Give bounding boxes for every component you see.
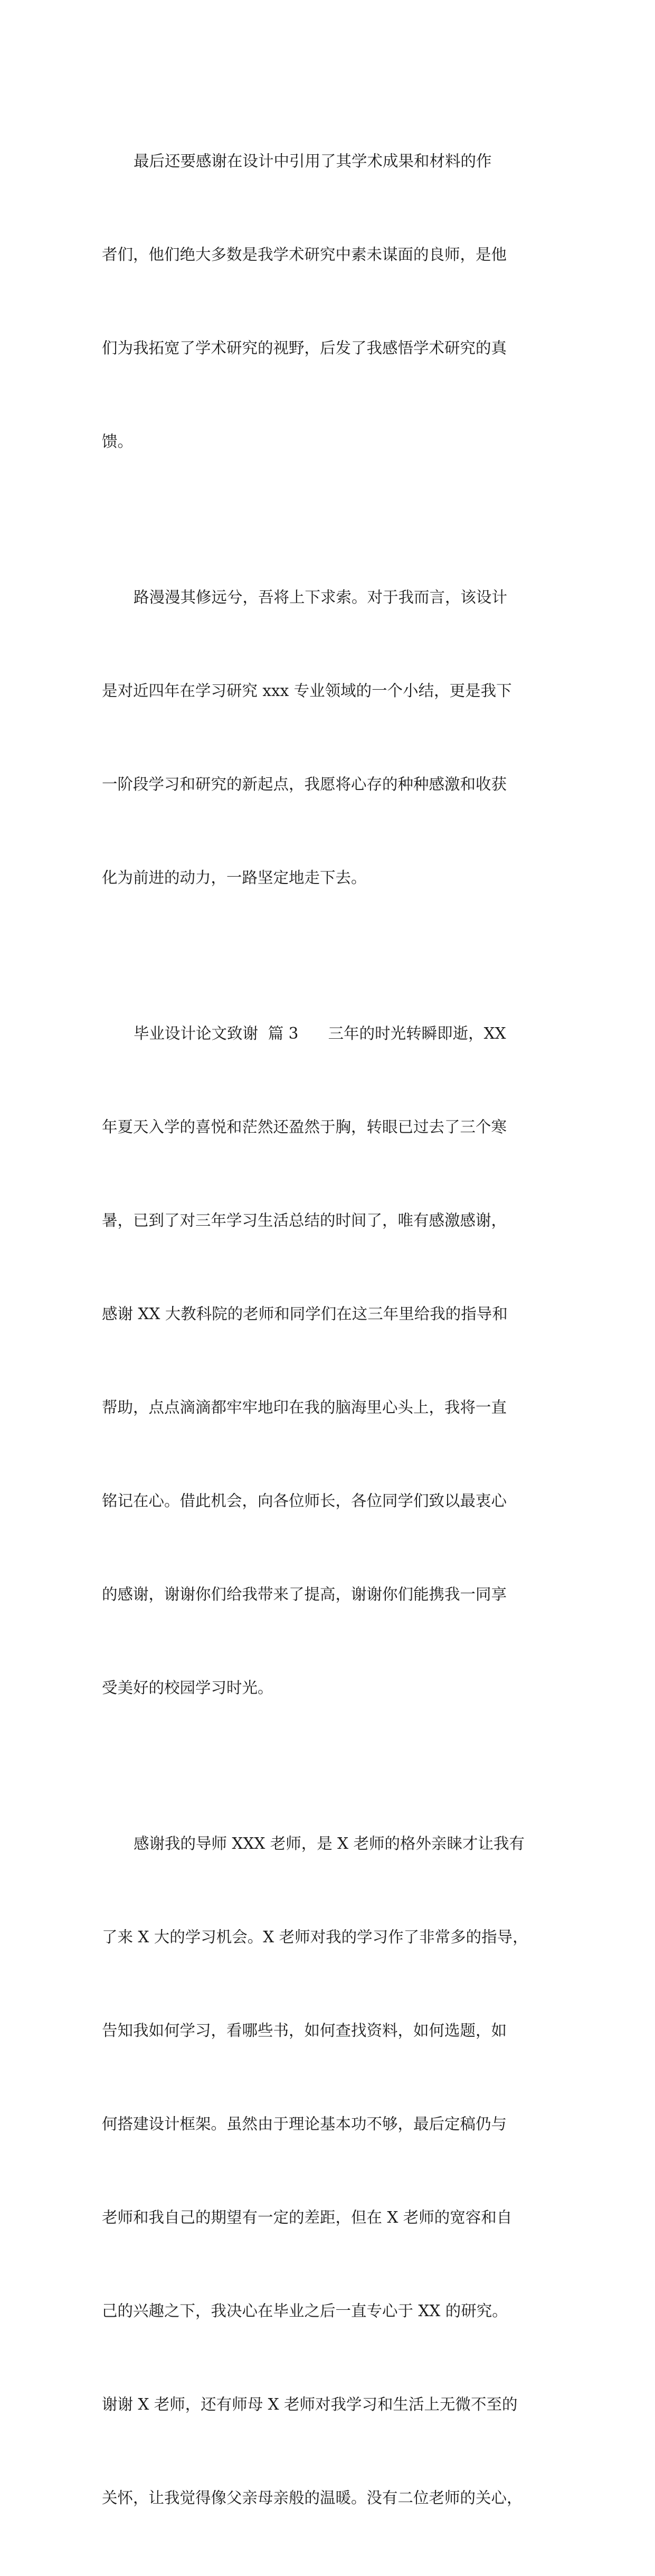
text-line: 馈。 [102, 433, 134, 450]
paragraph-thanks-authors [102, 83, 556, 520]
text-line: 谢谢 X 老师，还有师母 X 老师对我学习和生活上无微不至的 [102, 2395, 518, 2413]
text-line: 年夏天入学的喜悦和茫然还盈然于胸，转眼已过去了三个寒 [102, 1118, 507, 1136]
text-line: 者们，他们绝大多数是我学术研究中素未谋面的良师，是他 [102, 246, 507, 264]
text-line: 了来 X 大的学习机会。X 老师对我的学习作了非常多的指导， [102, 1928, 528, 1946]
text-line: 一阶段学习和研究的新起点，我愿将心存的种种感激和收获 [102, 775, 507, 793]
section-heading-line: 毕业设计论文致谢 篇 3 三年的时光转瞬即逝，XX [134, 1024, 506, 1042]
text-line: 的感谢，谢谢你们给我带来了提高，谢谢你们能携我一同享 [102, 1585, 507, 1603]
text-line: 己的兴趣之下，我决心在毕业之后一直专心于 XX 的研究。 [102, 2302, 508, 2320]
text-line: 受美好的校园学习时光。 [102, 1679, 273, 1697]
text-line: 铭记在心。借此机会，向各位师长，各位同学们致以最衷心 [102, 1492, 507, 1510]
text-line: 告知我如何学习，看哪些书，如何查找资料，如何选题，如 [102, 2022, 507, 2039]
paragraph-long-road [102, 520, 556, 956]
paragraph-thanks-supervisor [102, 1766, 556, 2576]
text-line: 化为前进的动力，一路坚定地走下去。 [102, 869, 367, 887]
text-line: 何搭建设计框架。虽然由于理论基本功不够，最后定稿仍与 [102, 2115, 507, 2133]
text-line: 是对近四年在学习研究 xxx 专业领域的一个小结，更是我下 [102, 682, 512, 700]
text-line: 路漫漫其修远兮，吾将上下求索。对于我而言，该设计 [134, 588, 508, 606]
text-line: 感谢我的导师 XXX 老师，是 X 老师的格外亲睐才让我有 [134, 1835, 525, 1853]
paragraph-section-3 [102, 956, 556, 1766]
text-line: 关怀，让我觉得像父亲母亲般的温暖。没有二位老师的关心， [102, 2489, 523, 2507]
text-line: 暑，已到了对三年学习生活总结的时间了，唯有感激感谢， [102, 1211, 507, 1229]
document-page [102, 83, 556, 2576]
text-line: 帮助，点点滴滴都牢牢地印在我的脑海里心头上，我将一直 [102, 1398, 507, 1416]
text-line: 最后还要感谢在设计中引用了其学术成果和材料的作 [134, 152, 492, 170]
text-line: 感谢 XX 大教科院的老师和同学们在这三年里给我的指导和 [102, 1305, 508, 1323]
text-line: 们为我拓宽了学术研究的视野，后发了我感悟学术研究的真 [102, 339, 507, 357]
text-line: 老师和我自己的期望有一定的差距，但在 X 老师的宽容和自 [102, 2208, 512, 2226]
